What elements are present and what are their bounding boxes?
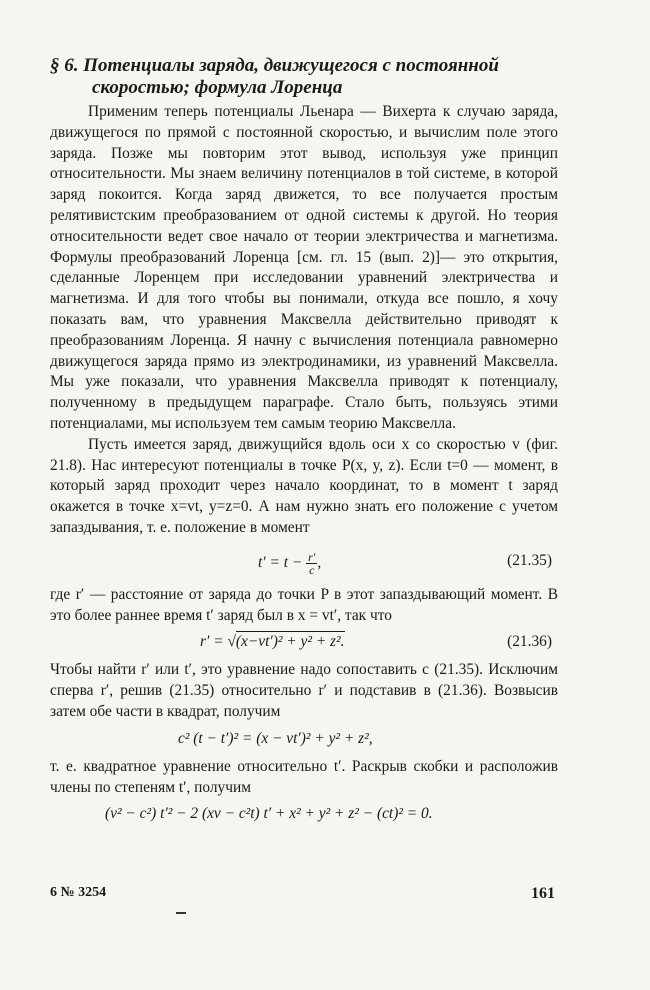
section-title-line1: Потенциалы заряда, движущегося с постоянной (83, 55, 499, 76)
section-title-line2: скоростью; формула Лоренца (92, 77, 343, 98)
paragraph-1: Применим теперь потенциалы Льенара — Вихерта к случаю заряда, движущегося по прямой с постоянной скоростью, и вычислим поле этого заряда. Позже мы повторим этот вывод, используя уже принцип относительности. Мы знаем величину потенциалов в той системе, в которой заряд покоится. Когда заряд движется, то все получается простым релятивистским преобразованием от одной системы к другой. Но теория относительности ведет свое начало от теории электричества и магнетизма. Формулы преобразований Лоренца [см. гл. 15 (вып. 2)]— это открытия, сделанные Лоренцем при исследовании уравнений электричества и магнетизма. И для того чтобы вы понимали, откуда все пошло, я хочу показать вам, что уравнения Максвелла действительно приводят к преобразованиям Лоренца. Я начну с вычисления потенциала равномерно движущегося заряда прямо из электродинамики, из уравнений Максвелла. Мы уже показали, что уравнения Максвелла приводят к потенциалу, полученному в предыдущем параграфе. Стало быть, пользуясь этими потенциалами, мы используем тем самым теорию Максвелла. (50, 103, 558, 432)
section-heading (50, 55, 560, 99)
printer-signature: 6 № 3254 (50, 885, 107, 900)
paragraph-3: где r′ — расстояние от заряда до точки P в этот запаздывающий момент. В это более раннее время t′ заряд был в x = vt′, так что (50, 585, 558, 624)
equation-number: (21.35) (507, 551, 552, 569)
equation-number: (21.36) (507, 633, 552, 651)
equation-quadratic: (v² − c²) t′² − 2 (xv − c²t) t′ + x² + y² + z² − (ct)² = 0. (105, 805, 433, 823)
fraction: $\frac{r'}{c}$ (308, 549, 316, 577)
equation-21-36: r′ = √(x−vt′)² + y² + z². (21.36) (50, 626, 558, 660)
equation-21-35: t′ = t − $\frac{r'}{c}$ , (21.35) (258, 549, 552, 577)
page-number: 161 (531, 885, 555, 902)
radical-sign: √ (227, 633, 236, 651)
paragraph-4: Чтобы найти r′ или t′, это уравнение надо сопоставить с (21.35). Исключим сперва r′, решив (21.35) относительно r′ и подставив в (21.36). Возвысив затем обе части в квадрат, получим (50, 661, 558, 720)
section-number: § 6. (50, 55, 79, 76)
body-text (50, 102, 558, 832)
footer-mark (176, 912, 186, 914)
paragraph-5: т. е. квадратное уравнение относительно t′. Раскрыв скобки и расположив члены по степеням t′, получим (50, 757, 558, 796)
paragraph-2: Пусть имеется заряд, движущийся вдоль оси x со скоростью v (фиг. 21.8). Нас интересуют потенциалы в точке P(x, y, z). Если t=0 — момент, в который заряд проходит через начало координат, то в момент t заряд окажется в точке x=vt, y=z=0. А нам нужно знать его положение с учетом запаздывания, т. е. положение в момент (50, 435, 558, 536)
equation-squared: c² (t − t′)² = (x − vt′)² + y² + z², (178, 729, 373, 747)
